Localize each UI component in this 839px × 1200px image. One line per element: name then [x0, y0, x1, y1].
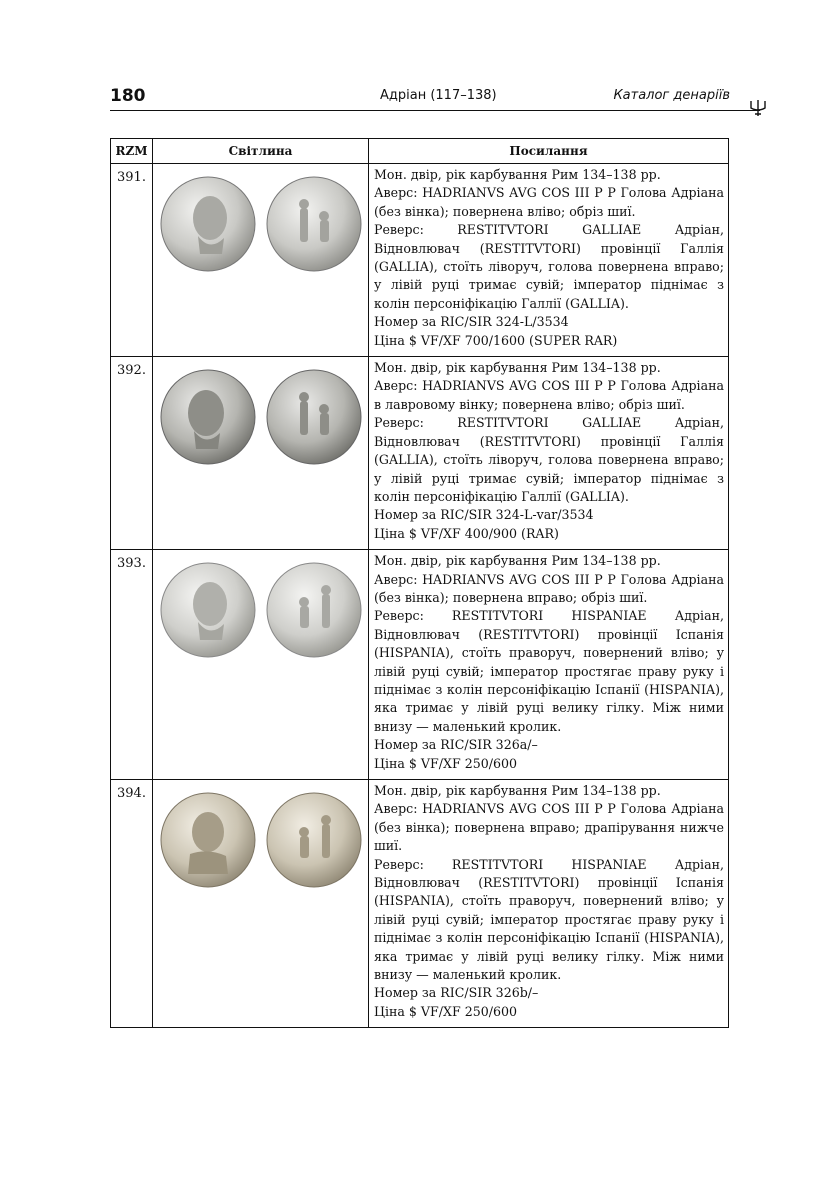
coin-photos [153, 164, 369, 357]
coin-photos [153, 780, 369, 1028]
reverse-description: Реверс: RESTITVTORI GALLIAE Адріан, Відновлювач (RESTITVTORI) провінції Галлія (GALLIA), стоїть ліворуч, голова повернена вправо; у лівій руці тримає сувій; імператор піднімає з колін персоніфікацію Галлії (GALLIA). [374, 415, 724, 504]
catalog-table [110, 138, 729, 1028]
references-cell [369, 357, 729, 550]
obverse-description: Аверс: HADRIANVS AVG COS III P P Голова Адріана (без вінка); повернена вправо; драпірування нижче шиї. [374, 801, 724, 854]
ric-number: Номер за RIC/SIR 326a/– [374, 737, 538, 753]
column-header-references: Посилання [369, 139, 729, 164]
obverse-description: Аверс: HADRIANVS AVG COS III P P Голова Адріана (без вінка); повернена вправо; обріз шиї. [374, 571, 724, 605]
references-cell [369, 164, 729, 357]
row-number: 392. [111, 357, 153, 550]
coin-obverse-image [158, 790, 258, 890]
ric-number: Номер за RIC/SIR 326b/– [374, 985, 539, 1001]
references-cell [369, 780, 729, 1028]
running-title: Адріан (117–138) [380, 88, 497, 103]
page-header [110, 86, 730, 112]
table-row [111, 357, 729, 550]
price: Ціна $ VF/XF 250/600 [374, 755, 518, 771]
row-number: 393. [111, 550, 153, 780]
row-number: 391. [111, 164, 153, 357]
mint-year: Мон. двір, рік карбування Рим 134–138 рр. [374, 360, 661, 376]
coin-reverse-image [264, 174, 364, 274]
mint-year: Мон. двір, рік карбування Рим 134–138 рр. [374, 783, 661, 798]
obverse-description: Аверс: HADRIANVS AVG COS III P P Голова Адріана в лавровому вінку; повернена вліво; обріз шиї. [374, 378, 724, 412]
ric-number: Номер за RIC/SIR 324-L-var/3534 [374, 507, 594, 523]
trident-icon [748, 98, 768, 118]
table-row [111, 550, 729, 780]
table-row [111, 780, 729, 1028]
coin-photos [153, 550, 369, 780]
coin-reverse-image [264, 367, 364, 467]
reverse-description: Реверс: RESTITVTORI HISPANIAE Адріан, Відновлювач (RESTITVTORI) провінції Іспанія (HISPANIA), стоїть праворуч, повернений вліво; у лівій руці сувій; імператор простягає праву руку і піднімає з колін персоніфікацію Іспанії (HISPANIA), яка тримає у лівій руці велику гілку. Між ними внизу — маленький кролик. [374, 608, 724, 734]
page-number: 180 [110, 86, 146, 106]
coin-obverse-image [158, 367, 258, 467]
price: Ціна $ VF/XF 700/1600 (SUPER RAR) [374, 332, 618, 348]
column-header-photo: Світлина [153, 139, 369, 164]
header-rule [110, 110, 760, 111]
references-cell [369, 550, 729, 780]
obverse-description: Аверс: HADRIANVS AVG COS III P P Голова Адріана (без вінка); повернена вліво; обріз шиї. [374, 185, 724, 219]
mint-year: Мон. двір, рік карбування Рим 134–138 рр. [374, 167, 661, 182]
section-title: Каталог денаріїв [613, 88, 730, 103]
table-header-row [111, 139, 729, 164]
mint-year: Мон. двір, рік карбування Рим 134–138 рр. [374, 553, 661, 569]
reverse-description: Реверс: RESTITVTORI GALLIAE Адріан, Відновлювач (RESTITVTORI) провінції Галлія (GALLIA), стоїть ліворуч, голова повернена вправо; у лівій руці тримає сувій; імператор піднімає з колін персоніфікацію Галлії (GALLIA). [374, 222, 724, 311]
coin-reverse-image [264, 560, 364, 660]
coin-reverse-image [264, 790, 364, 890]
reverse-description: Реверс: RESTITVTORI HISPANIAE Адріан, Відновлювач (RESTITVTORI) провінції Іспанія (HISPANIA), стоїть праворуч, повернений вліво; у лівій руці сувій; імператор простягає праву руку і піднімає з колін персоніфікацію Іспанії (HISPANIA), яка тримає у лівій руці велику гілку. Між ними внизу — маленький кролик. [374, 856, 724, 983]
column-header-rzm: RZM [111, 139, 153, 164]
coin-photos [153, 357, 369, 550]
coin-obverse-image [158, 560, 258, 660]
price: Ціна $ VF/XF 400/900 (RAR) [374, 525, 559, 541]
table-row [111, 164, 729, 357]
ric-number: Номер за RIC/SIR 324-L/3534 [374, 314, 569, 330]
coin-obverse-image [158, 174, 258, 274]
row-number: 394. [111, 780, 153, 1028]
price: Ціна $ VF/XF 250/600 [374, 1003, 518, 1019]
